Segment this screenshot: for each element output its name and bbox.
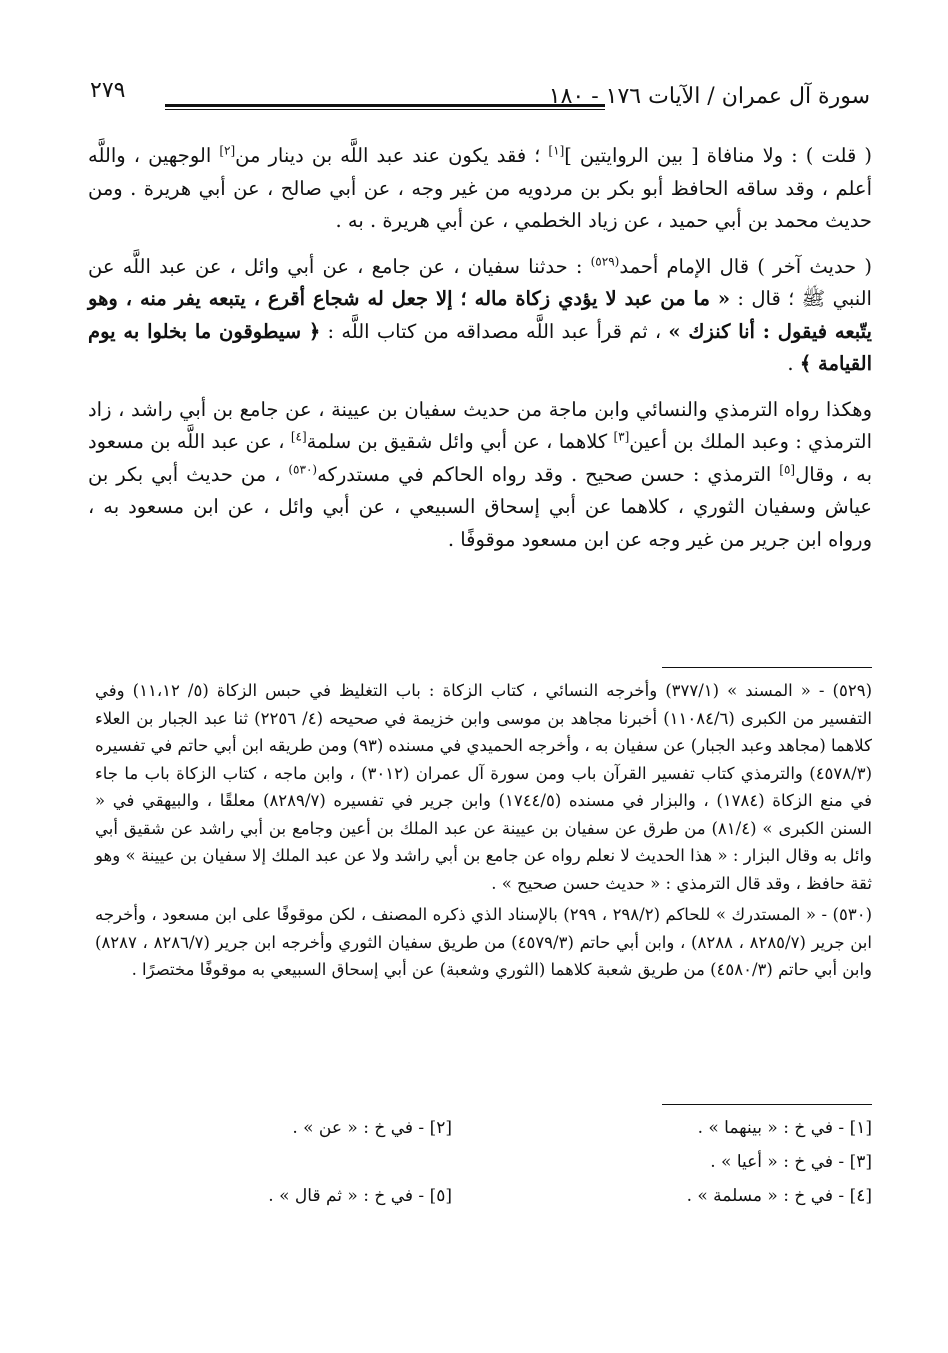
text-run: : حدثنا سفيان ، عن جامع ، عن أبي وائل ، عن عبد اللَّه عن النبي ﷺ ؛ قال : (88, 254, 872, 310)
text-run: الترمذي : حسن صحيح . وقد رواه الحاكم في مستدركه (317, 462, 780, 486)
footnote-529: (٥٢٩) - « المسند » (٣٧٧/١) وأخرجه النسائي ، كتاب الزكاة : باب التغليظ في حبس الزكاة (٥/ ١١،١٢) وفي التفسير من الكبرى (١١٠٨٤/٦) أخبرنا مجاهد بن موسى وابن خزيمة في صحيحه (٤/ ٢٢٥٦) ثنا عبد الجبار بن العلاء كلاهما (مجاهد وعبد الجبار) عن سفيان به ، وأخرجه الحميدي في مسنده (٩٣) ومن طريقه ابن أبي حاتم في تفسيره (٤٥٧٨/٣) والترمذي كتاب تفسير القرآن باب ومن سورة آل عمران (٣٠١٢) ، وابن ماجه ، كتاب الزكاة باب ما جاء في منع الزكاة (١٧٨٤) ، والبزار في مسنده (١٧٤٤/٥) وابن جرير في تفسيره (٨٢٨٩/٧) معلقًا ، والبيهقي في « السنن الكبرى » (٨١/٤) من طرق عن سفيان بن عيينة عن عبد الملك بن أعين وجامع بن أبي راشد عن شقيق أبي وائل به وقال البزار : « هذا الحديث لا نعلم رواه عن جامع بن أبي راشد ولا عن عبد الملك إلا سفيان بن عيينة » وهو ثقة حافظ ، وقد قال الترمذي : « حديث حسن صحيح » . (95, 681, 873, 893)
text-run: ، ثم قرأ عبد اللَّه مصداقه من كتاب اللَّه : (320, 319, 669, 343)
text-run: ( قلت ) : ولا منافاة [ بين الروايتين ] (564, 144, 872, 167)
text-run: وهكذا رواه الترمذي والنسائي وابن ماجة من حديث سفيان بن عيينة ، عن جامع بن أبي راشد ، زاد الترمذي : وعبد الملك بن أعين (88, 397, 872, 453)
text-run: . (787, 352, 800, 375)
hadith-quote: « ما من عبد لا يؤدي زكاة ماله ؛ إلا جعل له شجاع أقرع ، يتبعه يفر منه ، وهو يتّبعه فيقول : أنا كنزك » (88, 287, 872, 343)
quran-quote: ﴿ سيطوقون ما بخلوا به يوم القيامة ﴾ (88, 319, 872, 375)
variant-note-5: [٥] - في خ : « ثم قال » . (268, 1186, 452, 1206)
footnote-divider (662, 667, 872, 668)
text-run: ، عن عبد اللَّه بن مسعود به ، وقال (88, 430, 872, 486)
header-rule (165, 104, 605, 107)
variant-ref: [٤] (290, 429, 307, 444)
variant-ref: [٣] (613, 429, 630, 444)
variant-ref: [١] (548, 143, 565, 158)
variant-ref: [٥] (779, 462, 796, 476)
variant-note-4: [٤] - في خ : « مسلمة » . (686, 1186, 872, 1206)
variant-note-2: [٢] - في خ : « عن » . (292, 1118, 452, 1138)
text-run: ( حديث آخر ) قال الإمام أحمد (619, 254, 872, 278)
text-run: ؛ فقد يكون عند عبد اللَّه بن دينار من (235, 144, 549, 167)
paragraph-2 (88, 251, 872, 381)
header-rule-thin (165, 109, 605, 110)
footnote-ref: (٥٣٠) (288, 462, 318, 476)
footnote-ref: (٥٢٩) (590, 254, 620, 268)
running-header (90, 78, 870, 118)
variants-divider (662, 1104, 872, 1105)
footnotes (95, 677, 872, 988)
footnote-530: (٥٣٠) - « المستدرك » للحاكم (٢٩٨/٢ ، ٢٩٩) بالإسناد الذي ذكره المصنف ، لكن موقوفًا على ابن مسعود ، وأخرجه ابن جرير (٨٢٨٥/٧ ، ٨٢٨٨) ، وابن أبي حاتم (٤٥٧٩/٣) من طريق سفيان الثوري وأخرجه ابن جرير (٨٢٨٦/٧ ، ٨٢٨٧) وابن أبي حاتم (٤٥٨٠/٣) من طريق شعبة كلاهما (الثوري وشعبة) عن أبي إسحاق السبيعي به موقوفًا مختصرًا . (95, 905, 872, 979)
running-title: سورة آل عمران / الآيات ١٧٦ - ١٨٠ (548, 84, 870, 109)
page-number: ٢٧٩ (90, 78, 126, 103)
paragraph-1 (88, 140, 872, 238)
variant-ref: [٢] (219, 143, 236, 158)
main-text (88, 140, 872, 569)
text-run: الوجهين ، واللَّه أعلم ، وقد ساقه الحافظ أبو بكر بن مردويه من غير وجه ، عن أبي صالح ، عن أبي هريرة . ومن حديث محمد بن أبي حميد ، عن زياد الخطمي ، عن أبي هريرة . به . (88, 144, 872, 232)
text-run: ، من حديث أبي بكر بن عياش وسفيان الثوري ، كلاهما عن أبي إسحاق السبيعي ، عن أبي وائل ، عن ابن مسعود به ، ورواه ابن جرير من غير وجه عن ابن مسعود موقوفًا . (88, 462, 872, 551)
variant-note-1: [١] - في خ : « بينهما » . (697, 1118, 872, 1138)
text-run: كلاهما ، عن أبي وائل شقيق بن سلمة (306, 430, 614, 453)
paragraph-3 (88, 394, 872, 557)
variant-note-3: [٣] - في خ : « أعيا » . (710, 1152, 872, 1172)
